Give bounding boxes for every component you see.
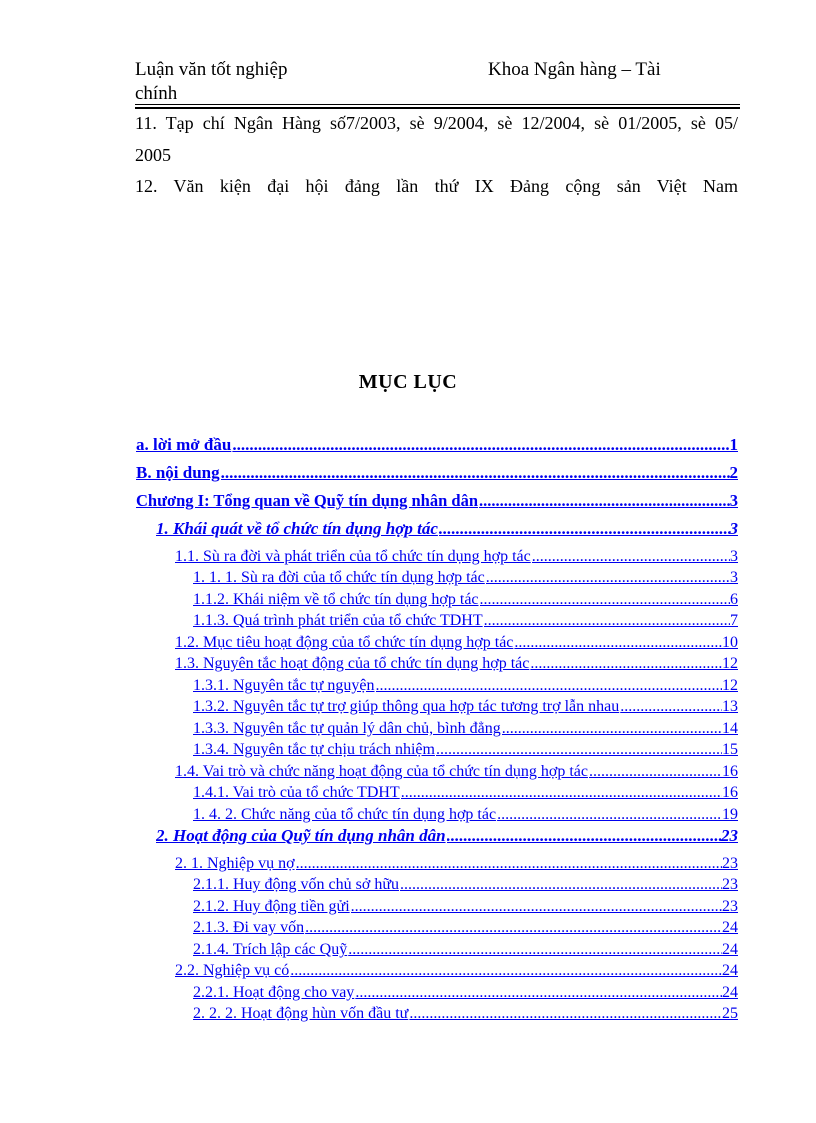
- toc-entry-text: 1.1.2. Khái niệm về tổ chức tín dụng hợp tác: [193, 591, 479, 608]
- toc-leader: [351, 896, 722, 917]
- toc-page-number: 24: [722, 941, 738, 958]
- toc-entry-text: 1.3. Nguyên tắc hoạt động của tổ chức tín dụng hợp tác: [175, 655, 530, 672]
- toc-entry-text: a. lời mở đầu: [136, 435, 232, 454]
- toc-entry-2-1-2[interactable]: [193, 896, 738, 917]
- header-thesis-label: Luận văn tốt nghiệp: [135, 59, 288, 80]
- toc-entry-1-3-4[interactable]: [193, 739, 738, 760]
- toc-entry-text: 1.2. Mục tiêu hoạt động của tổ chức tín dụng hợp tác: [175, 634, 514, 651]
- toc-entry-text: 2.1.3. Đi vay vốn: [193, 919, 305, 936]
- toc-entry-text: 1.3.1. Nguyên tắc tự nguyện: [193, 677, 375, 694]
- header-faculty-label: Khoa Ngân hàng – Tài: [488, 59, 661, 80]
- toc-entry-text: B. nội dung: [136, 463, 220, 482]
- toc-entry-text: 2. Hoạt động của Quỹ tín dụng nhân dân: [156, 826, 446, 845]
- reference-11-line2: 2005: [135, 145, 171, 165]
- toc-leader: [348, 939, 722, 960]
- toc-entry-1-4[interactable]: [175, 761, 738, 782]
- toc-page-number: 13: [722, 698, 738, 715]
- toc-entry-1-1-2[interactable]: [193, 589, 738, 610]
- toc-entry-1-3[interactable]: [175, 653, 738, 674]
- toc-leader: [447, 825, 721, 846]
- toc-leader: [530, 653, 722, 674]
- header-rule-thin: [135, 104, 740, 105]
- toc-page-number: 24: [722, 919, 738, 936]
- toc-leader: [400, 874, 722, 895]
- toc-page-number: 3: [729, 491, 738, 510]
- toc-entry-text: 1.4. Vai trò và chức năng hoạt động của tổ chức tín dụng hợp tác: [175, 763, 588, 780]
- toc-leader: [436, 739, 722, 760]
- toc-entry-1-3-3[interactable]: [193, 718, 738, 739]
- toc-entry-text: 2. 1. Nghiệp vụ nợ: [175, 855, 295, 872]
- toc-page-number: 24: [722, 962, 738, 979]
- toc-entry-1-3-2[interactable]: [193, 696, 738, 717]
- toc-entry-section-1[interactable]: [156, 518, 738, 539]
- toc-entry-2-2-1[interactable]: [193, 982, 738, 1003]
- toc-leader: [479, 490, 730, 511]
- toc-entry-text: 2.1.1. Huy động vốn chủ sở hữu: [193, 876, 400, 893]
- toc-entry-noi-dung[interactable]: [136, 462, 738, 483]
- toc-leader: [486, 567, 730, 588]
- toc-page-number: 2: [729, 463, 738, 482]
- toc-page-number: 23: [721, 826, 738, 845]
- toc-page-number: 15: [722, 741, 738, 758]
- toc-page-number: 14: [722, 720, 738, 737]
- toc-entry-2-1-4[interactable]: [193, 939, 738, 960]
- toc-entry-text: 1.4.1. Vai trò của tổ chức TDHT: [193, 784, 400, 801]
- header-faculty-continuation: chính: [135, 83, 178, 104]
- toc-leader: [221, 462, 730, 483]
- toc-leader: [439, 518, 730, 539]
- toc-entry-1-1[interactable]: [175, 546, 738, 567]
- toc-page-number: 19: [722, 806, 738, 823]
- toc-leader: [296, 853, 722, 874]
- toc-page-number: 10: [722, 634, 738, 651]
- toc-entry-text: 1.1. Sù ra đời và phát triển của tổ chức tín dụng hợp tác: [175, 548, 531, 565]
- toc-entry-2-2-2[interactable]: [193, 1003, 738, 1024]
- toc-page-number: 3: [729, 519, 738, 538]
- toc-entry-1-2[interactable]: [175, 632, 738, 653]
- toc-page-number: 25: [722, 1005, 738, 1022]
- toc-page-number: 12: [722, 655, 738, 672]
- toc-entry-text: 2.1.4. Trích lập các Quỹ: [193, 941, 348, 958]
- toc-entry-text: 2.1.2. Huy động tiền gửi: [193, 898, 350, 915]
- toc-page-number: 16: [722, 784, 738, 801]
- toc-entry-2-1-3[interactable]: [193, 917, 738, 938]
- toc-entry-text: Chương I: Tổng quan về Quỹ tín dụng nhân dân: [136, 491, 479, 510]
- toc-entry-2-1-1[interactable]: [193, 874, 738, 895]
- toc-entry-2-2[interactable]: [175, 960, 738, 981]
- toc-entry-2-1[interactable]: [175, 853, 738, 874]
- toc-leader: [502, 718, 722, 739]
- toc-page-number: 1: [729, 435, 738, 454]
- toc-leader: [290, 960, 722, 981]
- toc-leader: [401, 782, 722, 803]
- toc-page-number: 6: [730, 591, 738, 608]
- toc-leader: [355, 982, 722, 1003]
- toc-page-number: 23: [722, 855, 738, 872]
- toc-leader: [232, 434, 729, 455]
- toc-entry-text: 2.2.1. Hoạt động cho vay: [193, 984, 355, 1001]
- toc-entry-text: 1. Khái quát về tổ chức tín dụng hợp tác: [156, 519, 438, 538]
- toc-page-number: 23: [722, 898, 738, 915]
- reference-11-line1: 11. Tạp chí Ngân Hàng số7/2003, sè 9/2004, sè 12/2004, sè 01/2005, sè 05/: [135, 113, 738, 133]
- toc-page-number: 7: [730, 612, 738, 629]
- toc-entry-1-4-1[interactable]: [193, 782, 738, 803]
- toc-page-number: 3: [730, 548, 738, 565]
- toc-leader: [589, 761, 722, 782]
- toc-entry-chuong-1[interactable]: [136, 490, 738, 511]
- toc-entry-loi-mo-dau[interactable]: [136, 434, 738, 455]
- toc-entry-1-3-1[interactable]: [193, 675, 738, 696]
- reference-12: 12. Văn kiện đại hội đảng lần thứ IX Đảng cộng sản Việt Nam: [135, 176, 738, 196]
- toc-leader: [497, 804, 722, 825]
- toc-entry-section-2[interactable]: [156, 825, 738, 846]
- toc-entry-text: 1.3.4. Nguyên tắc tự chịu trách nhiệm: [193, 741, 435, 758]
- toc-title: MỤC LỤC: [358, 371, 458, 393]
- toc-entry-text: 1.3.2. Nguyên tắc tự trợ giúp thông qua hợp tác tương trợ lẫn nhau: [193, 698, 620, 715]
- toc-page-number: 12: [722, 677, 738, 694]
- toc-leader: [484, 610, 730, 631]
- toc-leader: [409, 1003, 722, 1024]
- toc-page-number: 24: [722, 984, 738, 1001]
- toc-leader: [480, 589, 730, 610]
- header-rule-thick: [135, 107, 740, 109]
- toc-entry-text: 1. 1. 1. Sù ra đời của tổ chức tín dụng hợp tác: [193, 569, 485, 586]
- toc-entry-text: 2. 2. 2. Hoạt động hùn vốn đầu tư: [193, 1005, 409, 1022]
- toc-entry-text: 1.3.3. Nguyên tắc tự quản lý dân chủ, bình đẳng: [193, 720, 501, 737]
- toc-page-number: 23: [722, 876, 738, 893]
- toc-leader: [532, 546, 730, 567]
- toc-entry-1-1-1[interactable]: [193, 567, 738, 588]
- toc-page-number: 3: [730, 569, 738, 586]
- toc-page-number: 16: [722, 763, 738, 780]
- toc-entry-text: 2.2. Nghiệp vụ có: [175, 962, 290, 979]
- toc-leader: [305, 917, 722, 938]
- toc-entry-1-4-2[interactable]: [193, 804, 738, 825]
- toc-leader: [376, 675, 722, 696]
- toc-entry-text: 1. 4. 2. Chức năng của tổ chức tín dụng hợp tác: [193, 806, 497, 823]
- toc-leader: [620, 696, 722, 717]
- toc-entry-text: 1.1.3. Quá trình phát triển của tổ chức TDHT: [193, 612, 483, 629]
- toc-entry-1-1-3[interactable]: [193, 610, 738, 631]
- toc-leader: [514, 632, 722, 653]
